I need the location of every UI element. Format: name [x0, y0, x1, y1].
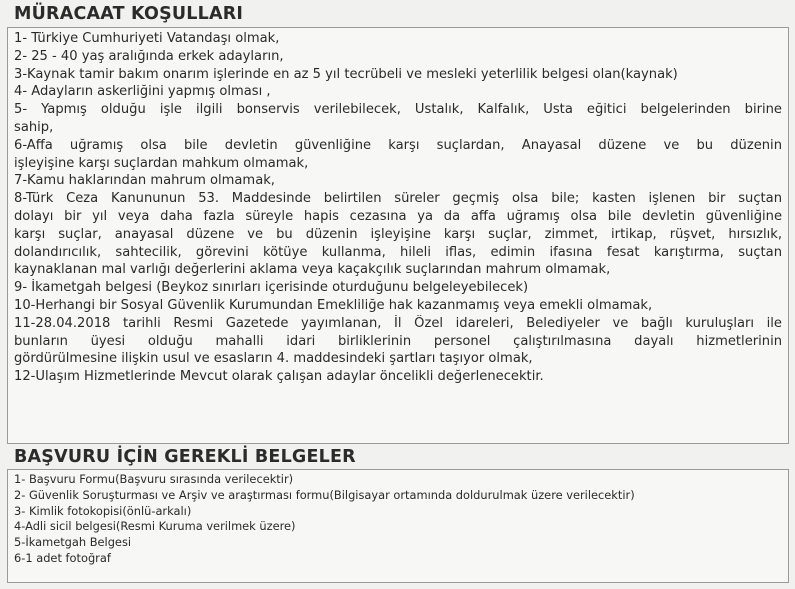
document-line: 2- Güvenlik Soruşturması ve Arşiv ve araştırması formu(Bilgisayar ortamında doldurulmak üzere verilecektir) [14, 487, 635, 502]
section-title-required-documents: BAŞVURU İÇİN GEREKLİ BELGELER [14, 447, 356, 467]
condition-line: sahip, [14, 119, 54, 135]
document-line: 3- Kimlik fotokopisi(önlü-arkalı) [14, 503, 192, 518]
condition-line: dolayı bir yıl veya daha fazla süreyle hapis cezasına ya da affa uğramış olsa bile devletin güvenliğine [14, 208, 782, 224]
application-conditions-box [7, 27, 789, 444]
condition-line: dolandırıcılık, sahtecilik, görevini kötüye kullanma, hileli iflas, edimin ifasına fesat karıştırma, suçtan [14, 244, 782, 260]
document-line: 1- Başvuru Formu(Başvuru sırasında verilecektir) [14, 472, 294, 486]
condition-line: 11-28.04.2018 tarihli Resmi Gazetede yayımlanan, İl Özel idareleri, Belediyeler ve bağlı kuruluşları ile [14, 315, 782, 331]
condition-line: karşı suçlar, anayasal düzene ve bu düzenin işleyişine karşı suçlar, zimmet, irtikap, rüşvet, hırsızlık, [14, 226, 782, 242]
condition-line: kaynaklanan mal varlığı değerlerini aklama veya kaçakçılık suçlarından mahrum olmamak, [14, 262, 611, 278]
condition-line: bunların üyesi olduğu mahalli idari birliklerinin personel çalıştırılmasına dayalı hizmetlerinin [14, 333, 782, 349]
condition-line: 8-Türk Ceza Kanununun 53. Maddesinde belirtilen süreler geçmiş olsa bile; kasten işlenen bir suçtan [14, 191, 782, 207]
section-title-application-conditions: MÜRACAAT KOŞULLARI [14, 4, 244, 24]
condition-line: 5- Yapmış olduğu işle ilgili bonservis verilebilecek, Ustalık, Kalfalık, Usta eğitici belgelerinden birine [14, 102, 782, 118]
condition-line: 4- Adayların askerliğini yapmış olması , [14, 84, 271, 100]
condition-line: 12-Ulaşım Hizmetlerinde Mevcut olarak çalışan adaylar öncelikli değerlenecektir. [14, 369, 544, 385]
required-documents-box [7, 469, 789, 583]
document-line: 5-İkametgah Belgesi [14, 535, 132, 550]
condition-line: 3-Kaynak tamir bakım onarım işlerinde en az 5 yıl tecrübeli ve mesleki yeterlilik belgesi olan(kaynak) [14, 66, 678, 82]
condition-line: gördürülmesine ilişkin usul ve esasların 4. maddesindeki şartları taşıyor olmak, [14, 351, 533, 367]
document-line: 6-1 adet fotoğraf [14, 550, 111, 565]
condition-line: 7-Kamu haklarından mahrum olmamak, [14, 173, 275, 189]
condition-line: 6-Affa uğramış olsa bile devletin güvenliğine karşı suçlardan, Anayasal düzene ve bu düzenin [14, 137, 782, 153]
condition-line: işleyişine karşı suçlardan mahkum olmamak, [14, 155, 309, 171]
condition-line: 2- 25 - 40 yaş aralığında erkek adayların, [14, 48, 284, 64]
condition-line: 10-Herhangi bir Sosyal Güvenlik Kurumundan Emekliliğe hak kazanmamış veya emekli olmamak, [14, 297, 653, 313]
condition-line: 9- İkametgah belgesi (Beykoz sınırları içerisinde oturduğunu belgeleyebilecek) [14, 280, 529, 296]
document-line: 4-Adli sicil belgesi(Resmi Kuruma verilmek üzere) [14, 519, 296, 534]
condition-line: 1- Türkiye Cumhuriyeti Vatandaşı olmak, [14, 31, 280, 46]
